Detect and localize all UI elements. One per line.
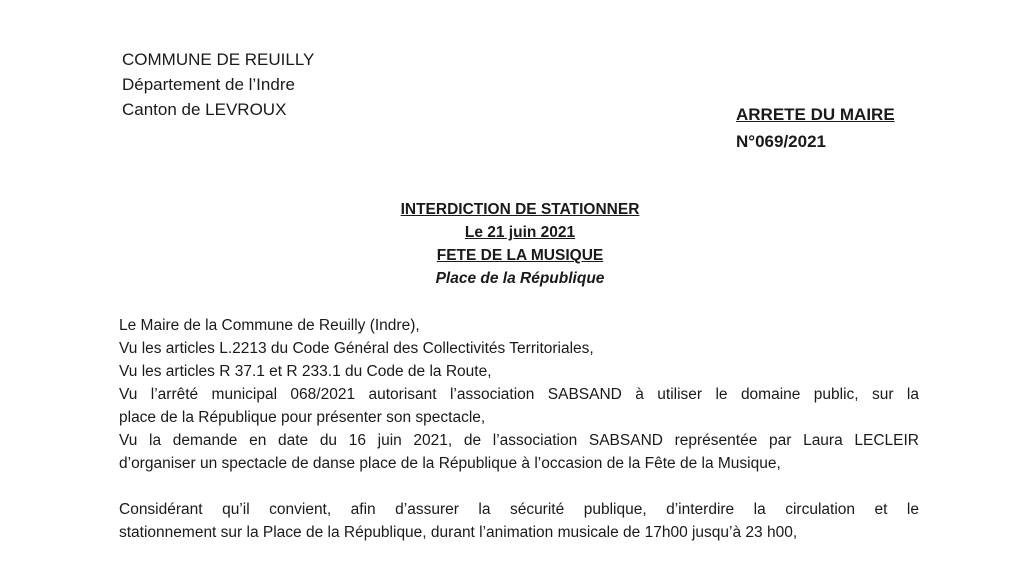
body-line-code-collectivites: Vu les articles L.2213 du Code Général des Collectivités Territoriales, [119, 340, 594, 357]
body-line-code-route: Vu les articles R 37.1 et R 233.1 du Code de la Route, [119, 363, 492, 380]
body-line-arrete-municipal-cont: place de la République pour présenter son spectacle, [119, 409, 486, 426]
departement-name: Département de l’Indre [122, 75, 295, 94]
body-line-demande-cont: d’organiser un spectacle de danse place de la République à l’occasion de la Fête de la Musique, [119, 455, 781, 472]
body-line-maire: Le Maire de la Commune de Reuilly (Indre), [119, 317, 420, 334]
arrete-block [736, 101, 895, 155]
body-line-considerant: Considérant qu’il convient, afin d’assurer la sécurité publique, d’interdire la circulation et le [119, 501, 919, 518]
commune-name: COMMUNE DE REUILLY [122, 50, 315, 69]
title-location: Place de la République [435, 270, 605, 287]
body-line-arrete-municipal: Vu l’arrêté municipal 068/2021 autorisant l’association SABSAND à utiliser le domaine public, sur la [119, 386, 919, 403]
title-event: FETE DE LA MUSIQUE [436, 247, 604, 264]
document-body [119, 314, 919, 544]
title-date: Le 21 juin 2021 [464, 224, 576, 241]
document-title-block [0, 198, 1024, 290]
body-line-demande: Vu la demande en date du 16 juin 2021, de l’association SABSAND représentée par Laura LECLEIR [119, 432, 919, 449]
canton-name: Canton de LEVROUX [122, 100, 287, 119]
arrete-title: ARRETE DU MAIRE [736, 105, 895, 124]
issuer-block [122, 47, 314, 122]
arrete-number: N°069/2021 [736, 132, 826, 151]
title-interdiction: INTERDICTION DE STATIONNER [400, 201, 640, 218]
body-line-considerant-cont: stationnement sur la Place de la République, durant l’animation musicale de 17h00 jusqu’à 23 h00, [119, 524, 798, 541]
paragraph-gap [119, 475, 919, 498]
